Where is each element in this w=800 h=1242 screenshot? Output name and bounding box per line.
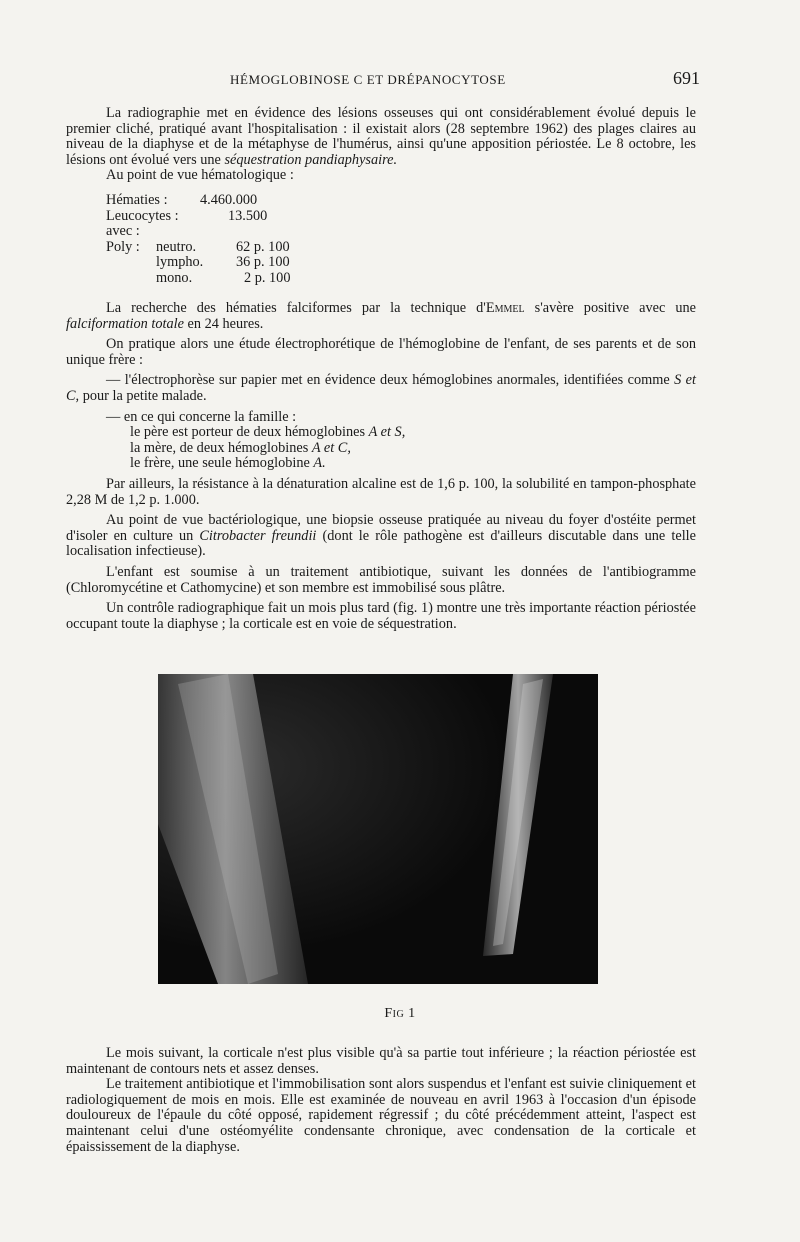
paragraph-resistance: Par ailleurs, la résistance à la dénaturation alcaline est de 1,6 p. 100, la solubilité en tampon-phosphate 2,28 M de 1,2 p. 1.000. [66,475,696,508]
italic-term: Citrobacter freundii [199,527,317,544]
avec-row [106,224,179,240]
paragraph-text: — l'électrophorèse sur papier met en évidence deux hémoglobines anormales, identifiées comme [106,372,675,389]
paragraph-treatment: L'enfant est soumise à un traitement antibiotique, suivant les données de l'antibiogramme (Chloromycétine et Cathomycine) et son membre est immobilisé sous plâtre. [66,563,696,596]
hematies-row [106,192,258,209]
page-number: 691 [673,68,700,88]
main-section [66,301,696,637]
leucocytes-value: 13.500 [228,207,268,224]
hematies-label: Hématies : [106,192,168,208]
author-name: Emmel [485,300,525,316]
italic-term: A et C, [311,439,351,456]
paragraph-text: La recherche des hématies falciformes par la technique d' [106,300,486,316]
paragraph-text: pour la petite malade. [79,387,207,404]
paragraph-text: (dont le rôle pathogène est d'ailleurs discutable dans une telle localisation infectieuse). [66,527,696,560]
paragraph-text: La radiographie met en évidence des lésions osseuses qui ont considérablement évolué depuis le premier cliché, pratiqué avant l'hospitalisation : il existait alors (28 septembre 1962) des plages claires au niveau de la diaphyse et de la métaphyse de l'humérus, ainsi qu'une apposition périostée. Le 8 octobre, les lésions ont évolué vers une [66,105,696,168]
caption-text: Fig 1 [384,1006,416,1021]
paragraph-bacteriology [66,513,696,560]
lympho-value: 36 p. 100 [236,254,290,271]
paragraph-radiographic-control: Un contrôle radiographique fait un mois plus tard (fig. 1) montre une très importante réaction périostée occupant toute la diaphyse ; la corticale est en voie de séquestration. [66,600,696,632]
italic-term: séquestration pandiaphysaire. [224,151,398,168]
page-header [90,68,700,92]
mono-label: mono. [156,269,193,286]
lympho-row [106,254,290,271]
running-title: HÉMOGLOBINOSE C ET DRÉPANOCYTOSE [230,72,506,87]
hematology-table [106,192,291,287]
hematology-heading: Au point de vue hématologique : [106,167,294,184]
family-intro: — en ce qui concerne la famille : [106,408,297,425]
paragraph-electrophoresis-study: On pratique alors une étude électrophorétique de l'hémoglobine de l'enfant, de ses parents et de son unique frère : [66,336,696,368]
paragraph-electrophoresis-result [66,373,696,404]
neutro-label: neutro. [156,238,197,255]
paragraph-follow-up: Le traitement antibiotique et l'immobilisation sont alors suspendus et l'enfant est suivie cliniquement et radiologiquement de mois en mois. Elle est examinée de nouveau en avril 1963 à l'occasion d'un épisode douloureux de l'épaule du côté opposé, rapidement régressif ; du côté précédemment atteint, l'aspect est maintenant celui d'une ostéomyélite condensante chronique, avec condensation de la corticale et épaississement de la diaphyse. [66,1076,696,1155]
radiograph-image [158,674,598,984]
paragraph-text: Au point de vue bactériologique, une biopsie osseuse pratiquée au niveau du foyer d'ostéite permet d'isoler en culture un [66,512,696,544]
list-text: le frère, une seule hémoglobine [130,455,314,472]
lympho-label: lympho. [156,254,204,271]
italic-term: falciformation totale [66,315,184,332]
paragraph-text: s'avère positive avec une [524,300,696,316]
paragraph-radiography [66,106,696,168]
list-text: le père est porteur de deux hémoglobines [130,424,369,441]
family-brother [66,456,696,472]
paragraph-following-month: Le mois suivant, la corticale n'est plus visible qu'à sa partie tout inférieure ; la réaction périostée est maintenant de contours nets et assez denses. [66,1045,696,1077]
continuation-section [66,1046,696,1155]
italic-term: S et C, [66,372,696,404]
family-mother [66,441,696,457]
paragraph-emmel [66,301,696,332]
family-father [66,425,696,441]
leucocytes-label: Leucocytes : [106,207,179,224]
paragraph-text: en 24 heures. [183,315,264,332]
leucocytes-row [106,207,268,225]
poly-label: Poly : [106,238,140,255]
radiograph-figure [158,674,598,984]
italic-term: A. [313,455,326,472]
mono-row [106,269,291,287]
italic-term: A et S, [368,424,406,441]
mono-value: 2 p. 100 [244,269,291,286]
paragraph-family [66,410,696,472]
hematies-value: 4.460.000 [200,192,258,208]
figure-caption [0,1006,800,1022]
intro-section [66,106,696,184]
neutro-row [106,238,290,256]
list-text: la mère, de deux hémoglobines [130,439,312,456]
avec-label: avec : [106,223,140,240]
neutro-value: 62 p. 100 [236,238,290,255]
